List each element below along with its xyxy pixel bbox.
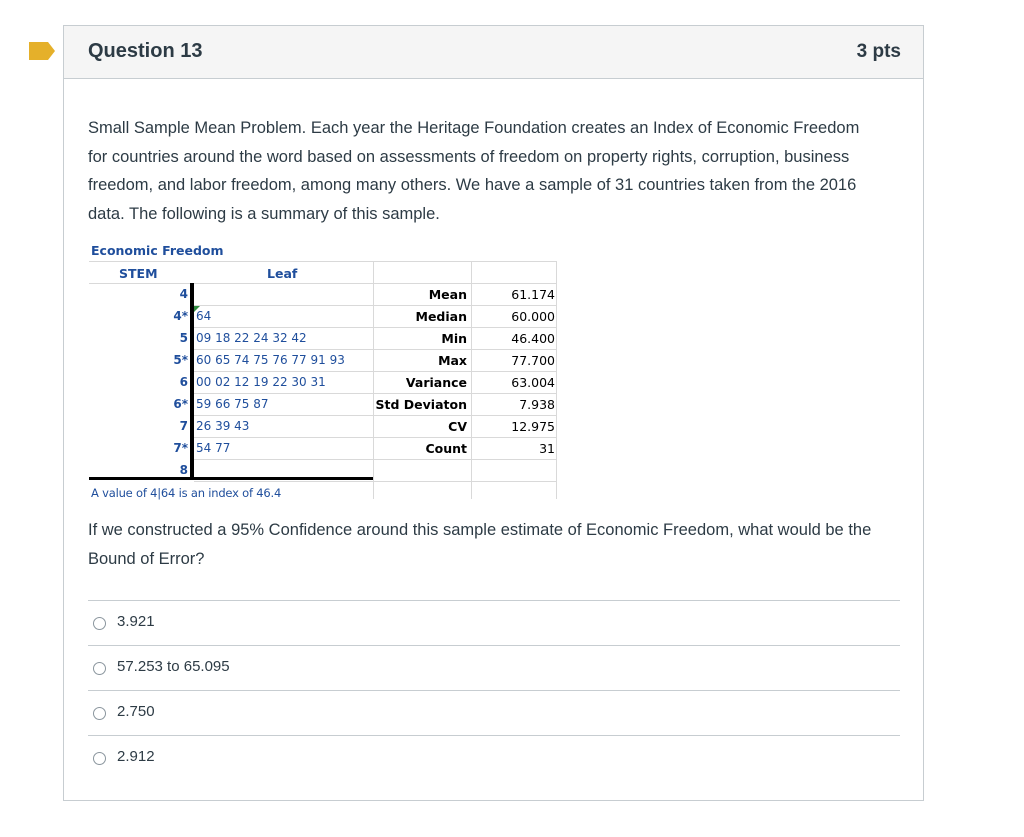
- stat-label: Variance: [405, 375, 467, 390]
- stat-label: Median: [415, 309, 467, 324]
- stem-cell: 7*: [173, 441, 188, 455]
- stat-value: 12.975: [511, 419, 555, 434]
- answer-option[interactable]: [88, 735, 900, 780]
- question-title: Question 13: [88, 40, 203, 62]
- stem-cell: 6: [179, 375, 188, 389]
- answer-option[interactable]: [88, 600, 900, 645]
- question-followup: If we constructed a 95% Confidence around this sample estimate of Economic Freedom, what would be the Bound of Error?: [88, 521, 872, 568]
- answer-label[interactable]: 2.912: [117, 748, 155, 765]
- answer-label[interactable]: 2.750: [117, 703, 155, 720]
- radio-button[interactable]: [93, 752, 106, 765]
- leaf-cell: 09 18 22 24 32 42: [196, 331, 307, 345]
- cell-comment-marker: [194, 306, 200, 312]
- leaf-cell: 00 02 12 19 22 30 31: [196, 375, 326, 389]
- stem-leaf-figure: [89, 239, 557, 503]
- question-text: Small Sample Mean Problem. Each year the Heritage Foundation creates an Index of Economic Freedom for countries around the word based on assessments of freedom on property rights, corruption, business freedom, and labor freedom, among many others. We have a sample of 31 countries taken from the 2016 data. The following is a summary of this sample.: [88, 119, 860, 223]
- stem-cell: 4: [179, 287, 188, 301]
- stat-label: Max: [438, 353, 467, 368]
- question-card: [63, 25, 924, 801]
- stem-cell: 6*: [173, 397, 188, 411]
- stat-value: 31: [539, 441, 555, 456]
- stat-label: CV: [448, 419, 467, 434]
- radio-button[interactable]: [93, 707, 106, 720]
- leaf-cell: 59 66 75 87: [196, 397, 269, 411]
- stat-value: 63.004: [511, 375, 555, 390]
- base-divider: [89, 477, 373, 480]
- stat-value: 7.938: [519, 397, 555, 412]
- answer-list: [88, 600, 900, 780]
- answer-option[interactable]: [88, 690, 900, 735]
- radio-button[interactable]: [93, 617, 106, 630]
- stem-cell: 5: [179, 331, 188, 345]
- stat-value: 46.400: [511, 331, 555, 346]
- stat-value: 60.000: [511, 309, 555, 324]
- leaf-cell: 54 77: [196, 441, 231, 455]
- stat-label: Min: [441, 331, 467, 346]
- stat-label: Mean: [428, 287, 467, 302]
- stem-divider: [190, 283, 194, 479]
- stat-value: 61.174: [511, 287, 555, 302]
- stem-cell: 8: [179, 463, 188, 477]
- bookmark-flag-icon[interactable]: [29, 42, 55, 60]
- leaf-header: Leaf: [267, 266, 298, 281]
- stem-cell: 7: [179, 419, 188, 433]
- stat-value: 77.700: [511, 353, 555, 368]
- question-points: 3 pts: [856, 41, 901, 62]
- question-header: [64, 26, 923, 79]
- figure-note: A value of 4|64 is an index of 46.4: [91, 486, 282, 500]
- leaf-cell: 64: [196, 309, 212, 323]
- stem-header: STEM: [119, 266, 158, 281]
- figure-title: Economic Freedom: [91, 243, 224, 258]
- answer-label[interactable]: 3.921: [117, 613, 155, 630]
- stem-cell: 4*: [173, 309, 188, 323]
- stat-label: Std Deviaton: [375, 397, 467, 412]
- leaf-cell: 26 39 43: [196, 419, 250, 433]
- answer-label[interactable]: 57.253 to 65.095: [117, 658, 230, 675]
- stem-cell: 5*: [173, 353, 188, 367]
- leaf-cell: 60 65 74 75 76 77 91 93: [196, 353, 345, 367]
- radio-button[interactable]: [93, 662, 106, 675]
- stat-label: Count: [425, 441, 467, 456]
- answer-option[interactable]: [88, 645, 900, 690]
